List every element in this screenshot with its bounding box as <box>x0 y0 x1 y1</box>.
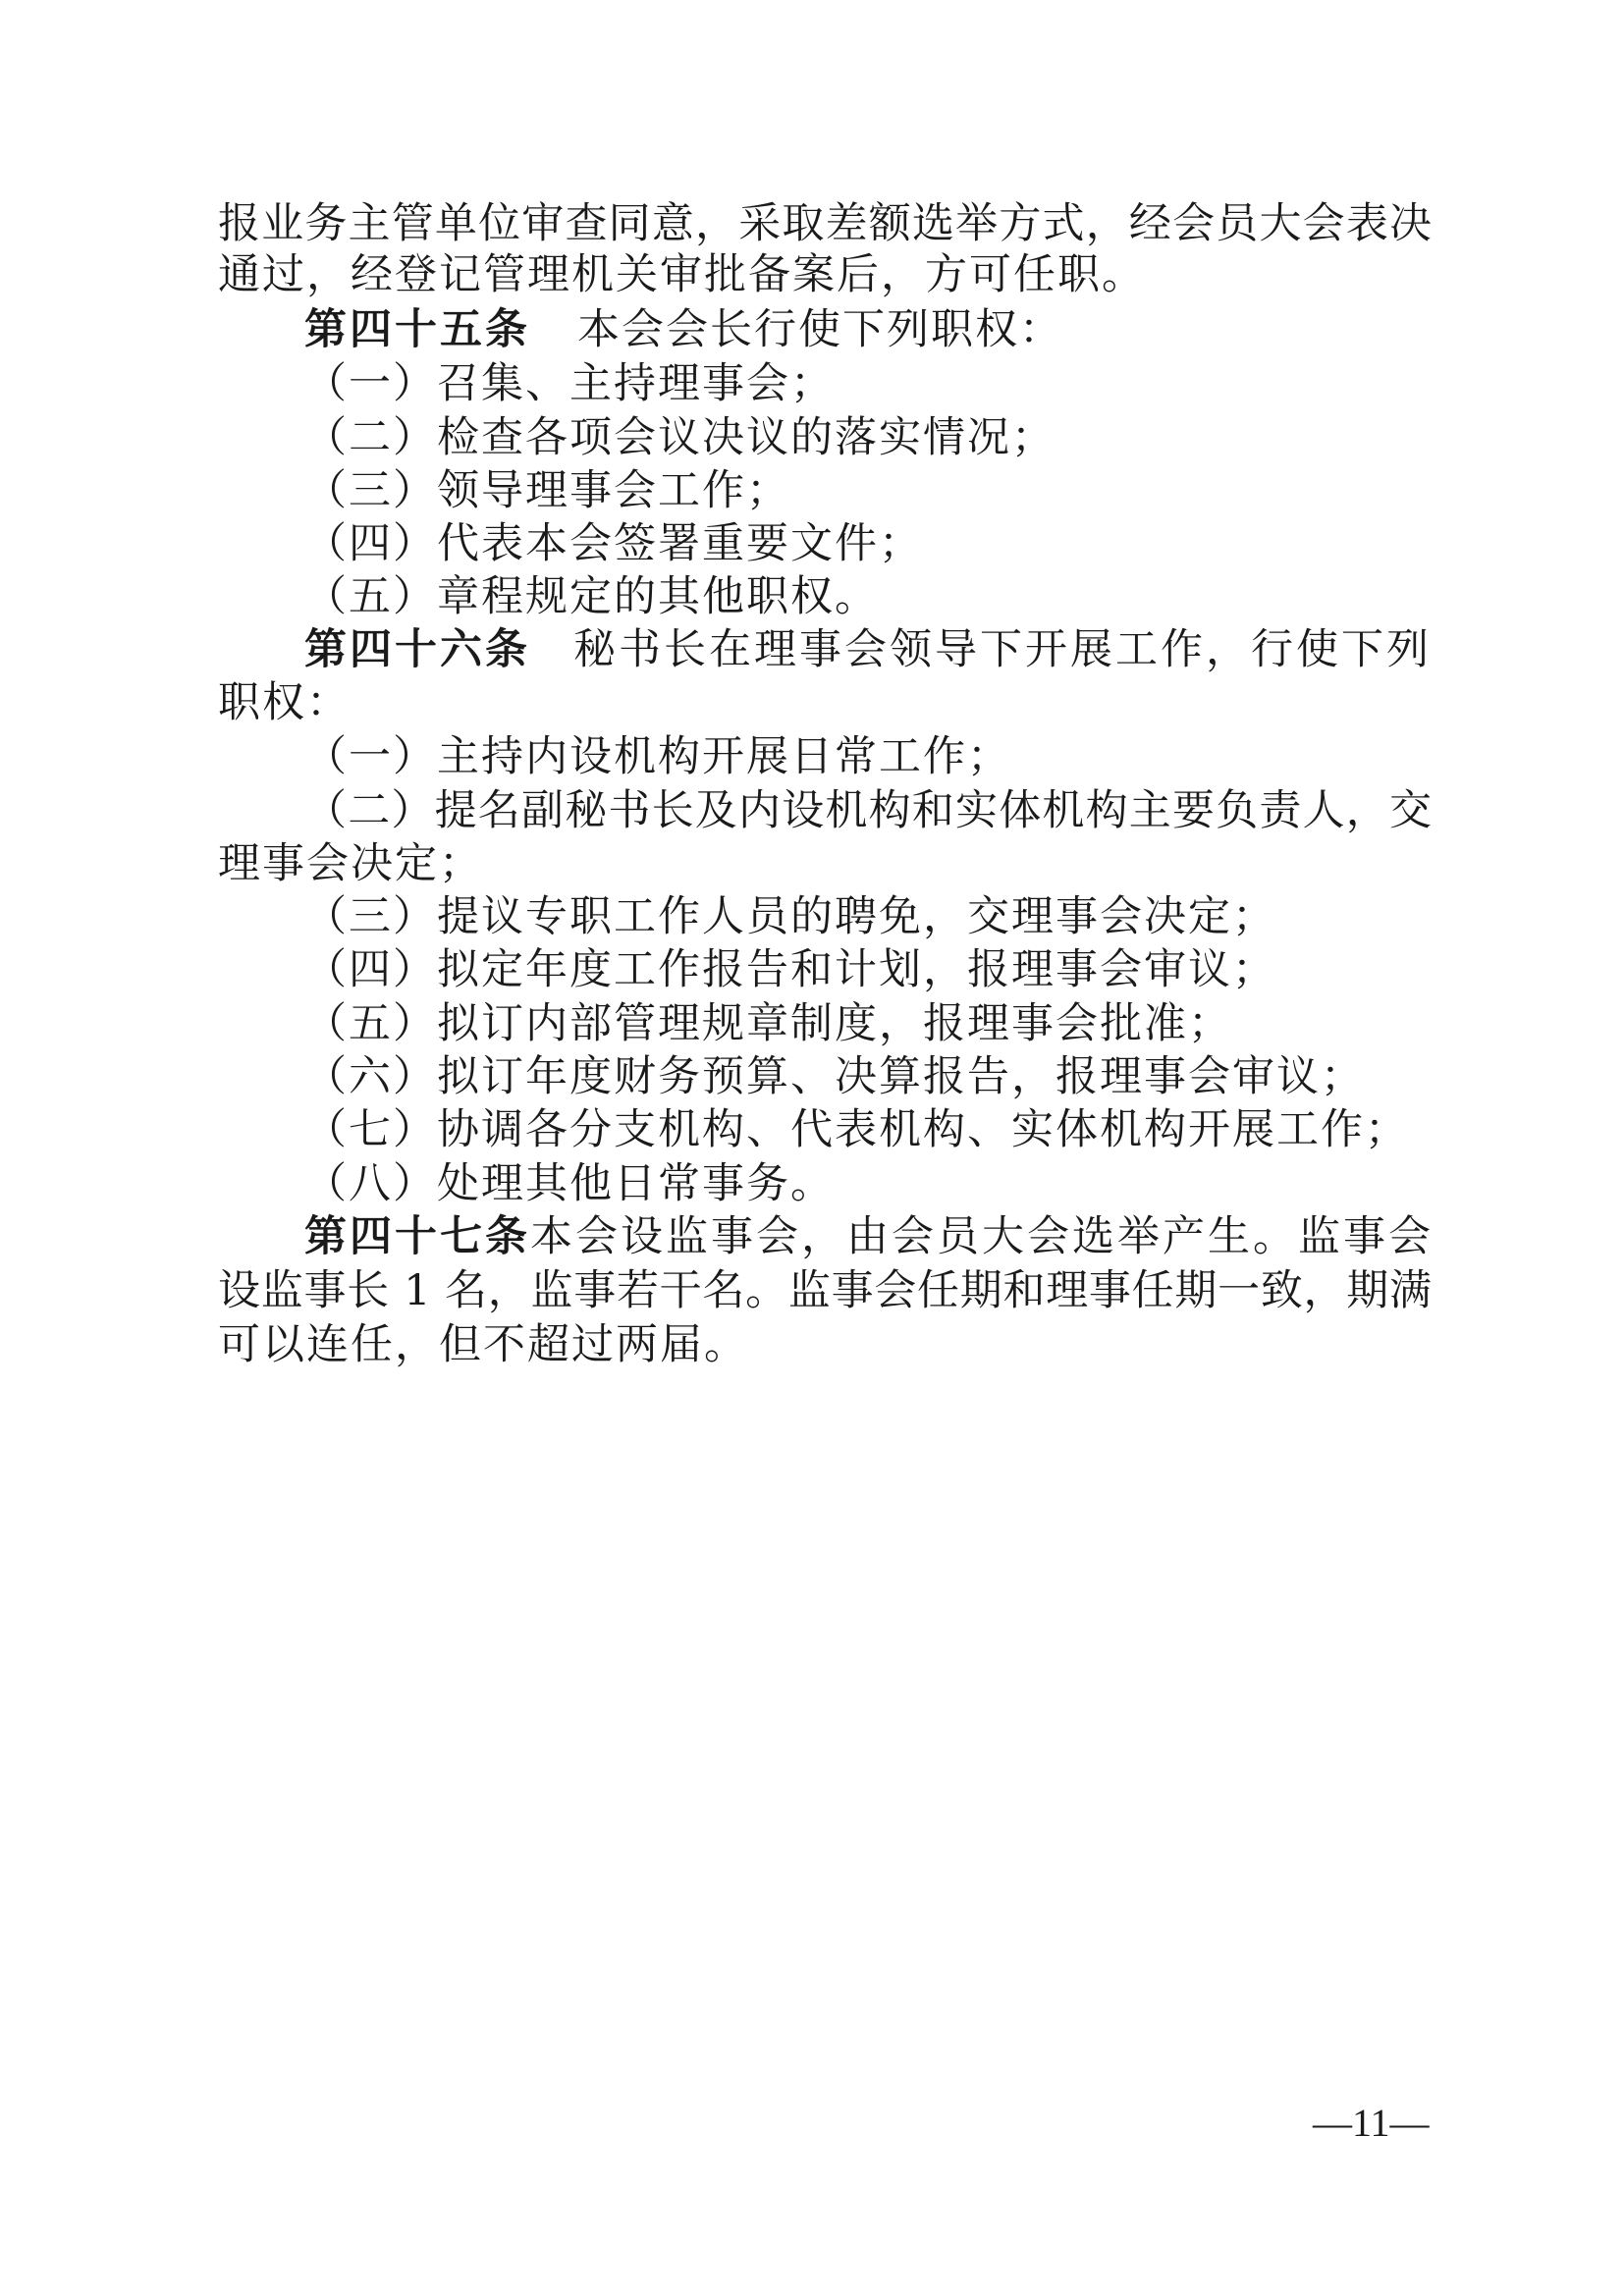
paragraph-line: 通过，经登记管理机关审批备案后，方可任职。 <box>218 250 1146 299</box>
list-item: （二）检查各项会议决议的落实情况； <box>304 413 1056 462</box>
list-item: （三）领导理事会工作； <box>304 466 790 515</box>
paragraph-line: 报业务主管单位审查同意，采取差额选举方式，经会员大会表决 <box>218 199 1432 248</box>
list-item: （五）章程规定的其他职权。 <box>304 572 879 621</box>
list-item: （二）提名副秘书长及内设机构和实体机构主要负责人，交 <box>304 786 1432 835</box>
article-number: 第四十六条 <box>304 625 530 674</box>
list-item: （三）提议专职工作人员的聘免，交理事会决定； <box>304 892 1276 941</box>
article-number: 第四十七条 <box>304 1212 530 1261</box>
paragraph-line: 理事会决定； <box>218 839 483 888</box>
list-item: （五）拟订内部管理规章制度，报理事会批准； <box>304 999 1232 1048</box>
list-item: （六）拟订年度财务预算、决算报告，报理事会审议； <box>304 1052 1365 1101</box>
page-number: —11— <box>1313 2101 1430 2145</box>
article-number: 第四十五条 <box>304 305 530 354</box>
list-item: （四）代表本会签署重要文件； <box>304 519 923 568</box>
article-text: 秘书长在理事会领导下开展工作，行使下列 <box>573 625 1432 674</box>
paragraph-line: 设监事长 1 名，监事若干名。监事会任期和理事任期一致，期满 <box>218 1266 1432 1315</box>
article-46-heading <box>304 620 1432 679</box>
paragraph-line: 职权： <box>218 678 351 727</box>
list-item: （一）主持内设机构开展日常工作； <box>304 732 1011 781</box>
paragraph-line: 可以连任，但不超过两届。 <box>218 1320 748 1369</box>
article-47-heading <box>304 1207 1432 1266</box>
article-45-heading <box>304 300 1063 359</box>
list-item: （八）处理其他日常事务。 <box>304 1159 835 1208</box>
list-item: （七）协调各分支机构、代表机构、实体机构开展工作； <box>304 1105 1409 1154</box>
article-text: 本会会长行使下列职权： <box>577 305 1063 354</box>
list-item: （四）拟定年度工作报告和计划，报理事会审议； <box>304 945 1276 994</box>
article-text: 本会设监事会，由会员大会选举产生。监事会 <box>530 1212 1434 1261</box>
list-item: （一）召集、主持理事会； <box>304 359 835 408</box>
